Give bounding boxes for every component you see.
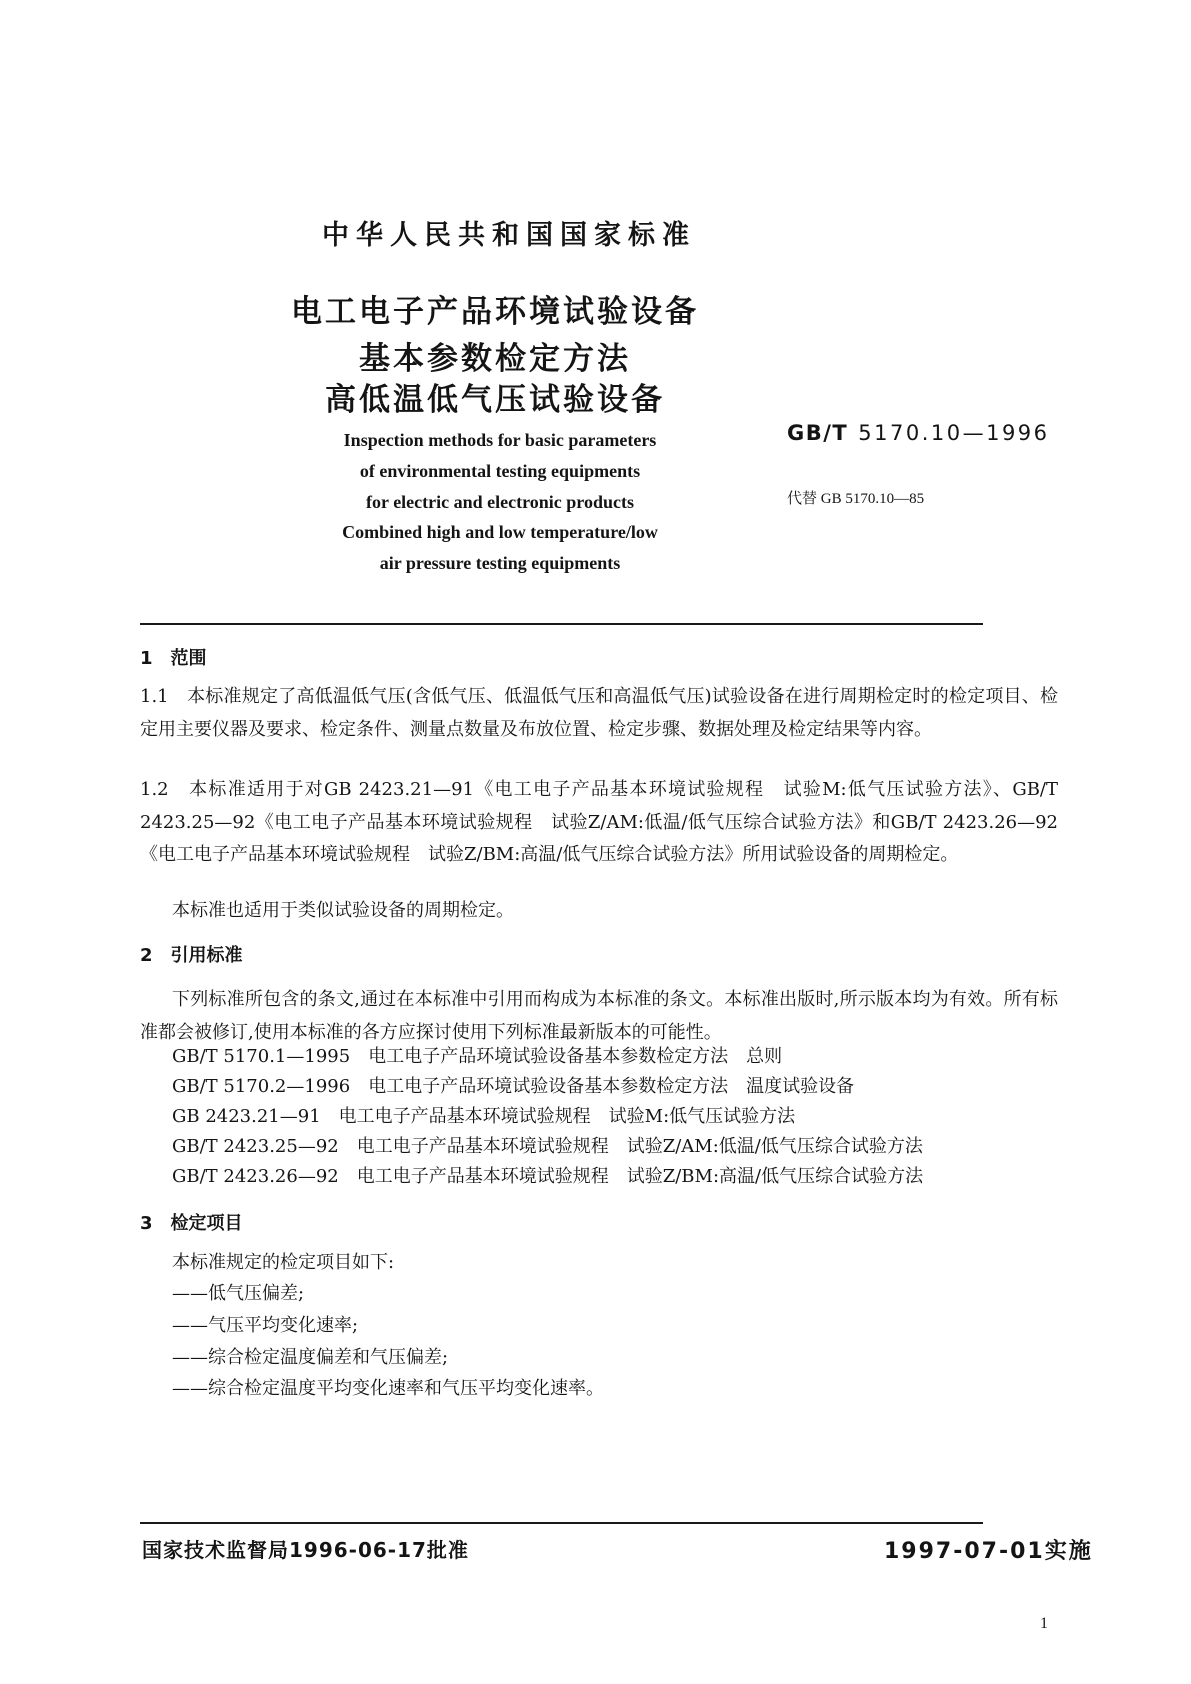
section-2-intro: 下列标准所包含的条文,通过在本标准中引用而构成为本标准的条文。本标准出版时,所示版本均为有效。所有标准都会被修订,使用本标准的各方应探讨使用下列标准最新版本的可能性。 [140,989,1058,1043]
english-title-line-4: Combined high and low temperature/low [342,522,658,542]
page-number: 1 [1040,1615,1048,1632]
section-1-heading: 1 范围 [140,648,207,669]
standard-code-number: 5170.10—1996 [858,421,1050,445]
paragraph-1-3: 本标准也适用于类似试验设备的周期检定。 [172,900,514,921]
standard-code-prefix: GB/T [787,421,849,445]
list-item: ——低气压偏差; [172,1283,305,1304]
header-divider [140,623,983,625]
reference-item: GB/T 5170.2—1996 电工电子产品环境试验设备基本参数检定方法 温度试验设备 [172,1076,855,1097]
reference-item: GB 2423.21—91 电工电子产品基本环境试验规程 试验M:低气压试验方法 [172,1106,796,1127]
footer-divider [140,1522,983,1524]
title-line-3: 高低温低气压试验设备 [325,382,665,418]
list-item: ——综合检定温度平均变化速率和气压平均变化速率。 [172,1378,604,1399]
section-3-heading: 3 检定项目 [140,1213,243,1234]
title-line-1: 电工电子产品环境试验设备 [291,294,699,330]
title-line-2: 基本参数检定方法 [359,341,631,377]
list-item: ——综合检定温度偏差和气压偏差; [172,1347,449,1368]
section-3-intro: 本标准规定的检定项目如下: [172,1252,395,1273]
reference-item: GB/T 2423.25—92 电工电子产品基本环境试验规程 试验Z/AM:低温/低气压综合试验方法 [172,1136,923,1157]
english-title-line-3: for electric and electronic products [366,492,634,512]
paragraph-1-1: 1.1 本标准规定了高低温低气压(含低气压、低温低气压和高温低气压)试验设备在进行周期检定时的检定项目、检定用主要仪器及要求、检定条件、测量点数量及布放位置、检定步骤、数据处理及检定结果等内容。 [140,686,1058,740]
approval-note: 国家技术监督局1996-06-17批准 [142,1538,469,1562]
standard-code [787,421,1050,445]
english-title-line-1: Inspection methods for basic parameters [343,430,657,450]
reference-item: GB/T 2423.26—92 电工电子产品基本环境试验规程 试验Z/BM:高温/低气压综合试验方法 [172,1166,924,1187]
list-item: ——气压平均变化速率; [172,1315,359,1336]
reference-item: GB/T 5170.1—1995 电工电子产品环境试验设备基本参数检定方法 总则 [172,1046,783,1067]
implementation-date: 1997-07-01实施 [884,1539,1093,1564]
english-title-line-5: air pressure testing equipments [379,553,621,573]
english-title-line-2: of environmental testing equipments [359,461,641,481]
section-2-heading: 2 引用标准 [140,945,243,966]
national-standard-header: 中华人民共和国国家标准 [322,220,696,251]
replaces-note: 代替 GB 5170.10—85 [787,491,925,507]
paragraph-1-2: 1.2 本标准适用于对GB 2423.21—91《电工电子产品基本环境试验规程 试验M:低气压试验方法》、GB/T 2423.25—92《电工电子产品基本环境试验规程 试验Z/AM:低温/低气压综合试验方法》和GB/T 2423.26—92《电工电子产品基本环境试验规程 试验Z/BM:高温/低气压综合试验方法》所用试验设备的周期检定。 [140,779,1058,865]
